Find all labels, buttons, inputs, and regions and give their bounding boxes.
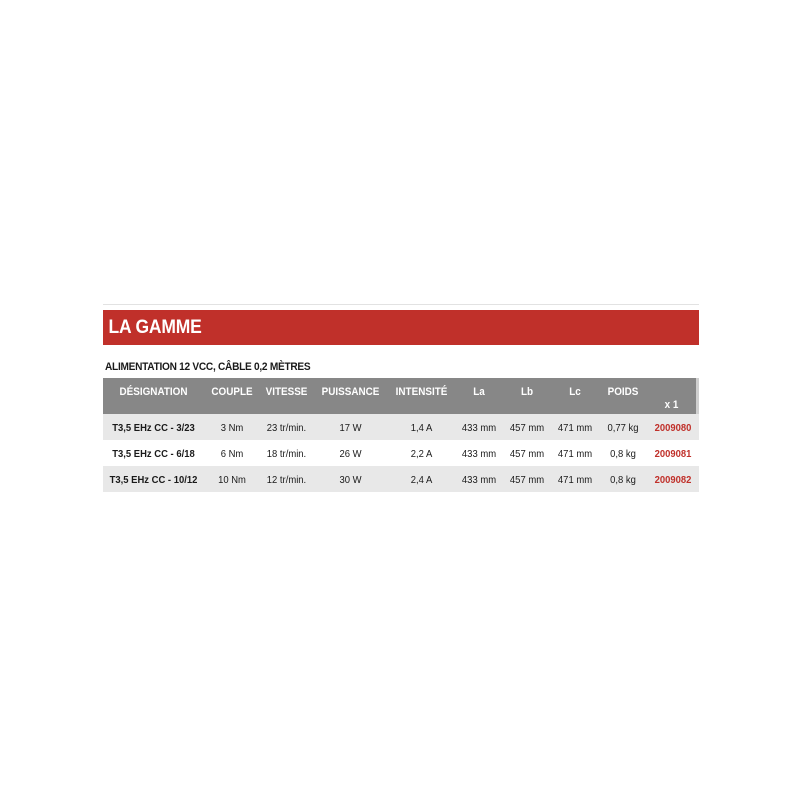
cell-intensite: 1,4 A bbox=[410, 422, 433, 434]
cell-la: 433 mm bbox=[461, 422, 497, 434]
header-couple: COUPLE bbox=[211, 386, 253, 398]
cell-la: 433 mm bbox=[461, 474, 497, 486]
header-designation: DÉSIGNATION bbox=[119, 386, 188, 398]
cell-designation: T3,5 EHz CC - 10/12 bbox=[109, 474, 198, 486]
header-puissance: PUISSANCE bbox=[321, 386, 380, 398]
cell-puissance: 30 W bbox=[339, 474, 362, 486]
cell-couple: 3 Nm bbox=[220, 422, 244, 434]
cell-vitesse: 18 tr/min. bbox=[266, 448, 307, 460]
cell-lb: 457 mm bbox=[509, 422, 545, 434]
header-poids: POIDS bbox=[607, 386, 639, 398]
cell-poids: 0,8 kg bbox=[610, 448, 636, 460]
top-divider bbox=[103, 304, 699, 305]
header-lc: Lc bbox=[569, 386, 581, 398]
cell-vitesse: 23 tr/min. bbox=[266, 422, 307, 434]
cell-designation: T3,5 EHz CC - 3/23 bbox=[112, 422, 195, 434]
table-row bbox=[103, 414, 699, 440]
cell-couple: 10 Nm bbox=[218, 474, 246, 486]
cell-poids: 0,8 kg bbox=[610, 474, 636, 486]
cell-intensite: 2,4 A bbox=[410, 474, 433, 486]
cell-intensite: 2,2 A bbox=[410, 448, 433, 460]
section-banner bbox=[103, 310, 699, 345]
header-intensite: INTENSITÉ bbox=[395, 386, 448, 398]
header-reference: x 1 bbox=[664, 399, 679, 411]
cell-vitesse: 12 tr/min. bbox=[266, 474, 307, 486]
cell-lc: 471 mm bbox=[557, 422, 593, 434]
cell-couple: 6 Nm bbox=[220, 448, 244, 460]
cell-poids: 0,77 kg bbox=[607, 422, 639, 434]
table-subtitle: ALIMENTATION 12 VCC, CÂBLE 0,2 MÈTRES bbox=[105, 361, 311, 373]
header-lb: Lb bbox=[520, 386, 534, 398]
cell-reference: 2009081 bbox=[654, 448, 692, 460]
cell-lc: 471 mm bbox=[557, 448, 593, 460]
section-title: LA GAMME bbox=[108, 316, 202, 338]
product-table bbox=[103, 378, 699, 492]
cell-reference: 2009080 bbox=[654, 422, 692, 434]
cell-designation: T3,5 EHz CC - 6/18 bbox=[112, 448, 195, 460]
table-row bbox=[103, 440, 699, 466]
table-row bbox=[103, 466, 699, 492]
header-vitesse: VITESSE bbox=[265, 386, 308, 398]
cell-la: 433 mm bbox=[461, 448, 497, 460]
cell-puissance: 26 W bbox=[339, 448, 362, 460]
cell-lb: 457 mm bbox=[509, 474, 545, 486]
cell-reference: 2009082 bbox=[654, 474, 692, 486]
table-header bbox=[103, 378, 699, 414]
cell-lc: 471 mm bbox=[557, 474, 593, 486]
header-la: La bbox=[473, 386, 485, 398]
header-edge bbox=[696, 378, 699, 414]
cell-puissance: 17 W bbox=[339, 422, 362, 434]
cell-lb: 457 mm bbox=[509, 448, 545, 460]
